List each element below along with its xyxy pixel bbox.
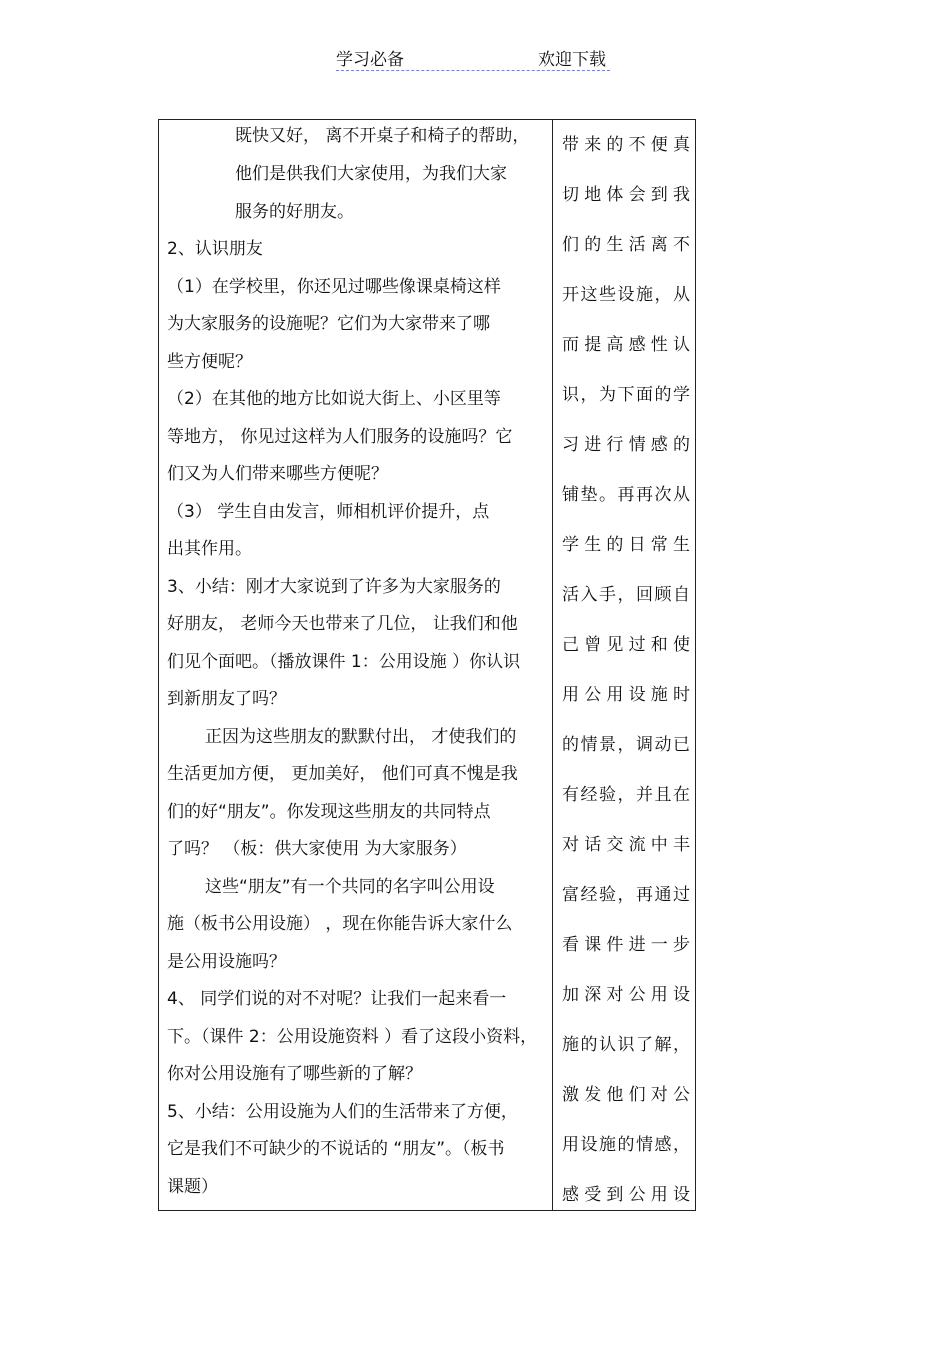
text-line: 们又为人们带来哪些方便呢？ (167, 464, 388, 484)
text-line: 既快又好， 离不开桌子和椅子的帮助， (235, 126, 530, 146)
side-line: 用设施的情感， (562, 1135, 690, 1155)
header-right-text: 欢迎下载 (538, 50, 606, 70)
side-line: 用公用设施时 (562, 685, 690, 705)
text-line: 他们是供我们大家使用，为我们大家 (235, 164, 507, 184)
side-line: 们的生活离不 (562, 235, 690, 255)
side-line: 学生的日常生 (562, 535, 690, 555)
side-line: 识，为下面的学 (562, 385, 690, 405)
text-line: 是公用设施吗？ (167, 951, 286, 972)
text-line: 们的好“朋友”。你发现这些朋友的共同特点 (167, 801, 491, 822)
side-line: 开这些设施，从 (562, 285, 690, 305)
text-line: 课题） (167, 1176, 218, 1197)
text-line: 们见个面吧。（播放课件 1：公用设施 ）你认识 (167, 651, 521, 672)
text-line: 你对公用设施有了哪些新的了解？ (167, 1064, 422, 1084)
side-line: 习进行情感的 (562, 435, 690, 455)
text-line: 服务的好朋友。 (235, 202, 354, 222)
text-line: 正因为这些朋友的默默付出， 才使我们的 (205, 726, 517, 747)
text-line: 好朋友， 老师今天也带来了几位， 让我们和他 (167, 614, 518, 634)
text-line: 施（板书公用设施） ，现在你能告诉大家什么 (167, 914, 513, 934)
text-line: 出其作用。 (167, 539, 252, 559)
text-line: （1）在学校里，你还见过哪些像课桌椅这样 (167, 276, 501, 297)
page-header (0, 48, 950, 74)
side-line: 的情景，调动已 (562, 735, 690, 755)
side-line: 对话交流中丰 (562, 835, 690, 855)
lesson-table (158, 119, 696, 1211)
text-line: 到新朋友了吗？ (167, 689, 286, 709)
text-line: 它是我们不可缺少的不说话的 “朋友”。（板书 (167, 1139, 505, 1159)
text-line: 为大家服务的设施呢？它们为大家带来了哪 (167, 314, 490, 334)
side-line: 激发他们对公 (562, 1085, 690, 1105)
text-line: 下。（课件 2：公用设施资料 ）看了这段小资料， (167, 1026, 538, 1047)
text-line: 等地方， 你见过这样为人们服务的设施吗？它 (167, 426, 513, 447)
side-line: 带来的不便真 (562, 135, 690, 155)
header-underline (336, 70, 610, 71)
section-heading: 2、认识朋友 (167, 239, 263, 259)
side-line: 切地体会到我 (562, 185, 690, 205)
teaching-process-cell (167, 120, 545, 1206)
side-line: 富经验，再通过 (562, 885, 690, 905)
text-line: （3） 学生自由发言，师相机评价提升，点 (167, 501, 490, 522)
side-line: 铺垫。再再次从 (562, 485, 690, 505)
side-line: 加深对公用设 (562, 985, 690, 1005)
header-left-text: 学习必备 (336, 50, 404, 70)
text-line: （2）在其他的地方比如说大街上、小区里等 (167, 389, 501, 409)
text-line: 这些“朋友”有一个共同的名字叫公用设 (205, 876, 495, 897)
text-line: 4、 同学们说的对不对呢？让我们一起来看一 (167, 989, 507, 1009)
side-line: 而提高感性认 (562, 335, 690, 355)
side-line: 施的认识了解， (562, 1035, 690, 1055)
column-divider (552, 120, 553, 1210)
side-line: 感受到公用设 (562, 1185, 690, 1205)
side-line: 活入手，回顾自 (562, 585, 690, 605)
text-line: 生活更加方便， 更加美好， 他们可真不愧是我 (167, 764, 518, 784)
text-line: 5、小结：公用设施为人们的生活带来了方便， (167, 1101, 518, 1122)
text-line: 3、小结：刚才大家说到了许多为大家服务的 (167, 576, 501, 597)
text-line: 了吗？ （板：供大家使用 为大家服务） (167, 839, 467, 859)
side-line: 有经验，并且在 (562, 785, 690, 805)
side-line: 己曾见过和使 (562, 635, 690, 655)
text-line: 些方便呢？ (167, 351, 252, 372)
design-intent-cell (562, 120, 690, 1220)
side-line: 看课件进一步 (562, 935, 690, 955)
